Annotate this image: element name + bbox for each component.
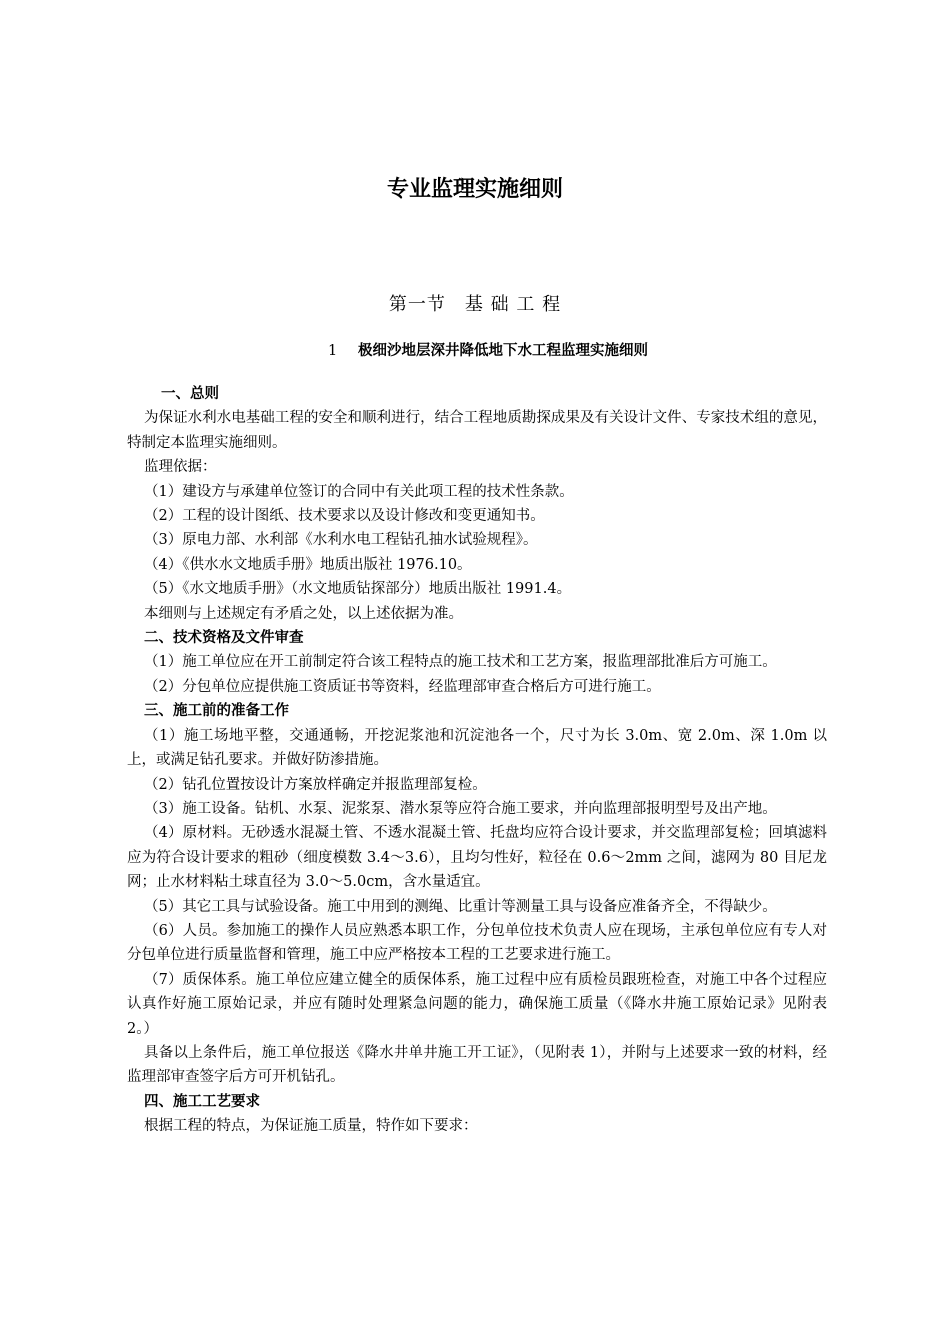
paragraph: （5）《水文地质手册》（水文地质钻探部分）地质出版社 1991.4。 [144, 581, 572, 598]
document-body [127, 382, 827, 1139]
paragraph: （2）钻孔位置按设计方案放样确定并报监理部复检。 [144, 776, 487, 793]
paragraph: 具备以上条件后，施工单位报送《降水井单井施工开工证》，（见附表 1），并附与上述要求一致的材料，经监理部审查签字后方可开机钻孔。 [127, 1044, 827, 1086]
subsection-text: 极细沙地层深井降低地下水工程监理实施细则 [358, 343, 648, 359]
paragraph: （6）人员。参加施工的操作人员应熟悉本职工作，分包单位技术负责人应在现场，主承包单位应有专人对分包单位进行质量监督和管理，施工中应严格按本工程的工艺要求进行施工。 [127, 922, 827, 964]
paragraph: 为保证水利水电基础工程的安全和顺利进行，结合工程地质勘探成果及有关设计文件、专家技术组的意见，特制定本监理实施细则。 [127, 410, 827, 451]
paragraph: 根据工程的特点，为保证施工质量，特作如下要求： [144, 1118, 478, 1135]
paragraph: （3）施工设备。钻机、水泵、泥浆泵、潜水泵等应符合施工要求，并向监理部报明型号及出产地。 [144, 800, 777, 817]
section-heading: 三、施工前的准备工作 [144, 703, 289, 720]
subsection-title [328, 339, 648, 360]
section-heading: 二、技术资格及文件审查 [144, 630, 304, 647]
paragraph: （2）工程的设计图纸、技术要求以及设计修改和变更通知书。 [144, 508, 545, 525]
paragraph: （4）《供水水文地质手册》地质出版社 1976.10。 [144, 556, 472, 573]
paragraph: （1）施工场地平整，交通通畅，开挖泥浆池和沉淀池各一个，尺寸为长 3.0m、宽 2.0m、深 1.0m 以上，或满足钻孔要求。并做好防渗措施。 [127, 727, 827, 769]
paragraph: （3）原电力部、水利部《水利水电工程钻孔抽水试验规程》。 [144, 532, 538, 549]
paragraph: （4）原材料。无砂透水混凝土管、不透水混凝土管、托盘均应符合设计要求，并交监理部复检；回填滤料应为符合设计要求的粗砂（细度模数 3.4～3.6），且均匀性好，粒径在 0.6～2mm 之间，滤网为 80 目尼龙网；止水材料粘土球直径为 3.0～5.0cm，含水量适宜。 [127, 825, 827, 891]
paragraph: 监理依据： [144, 459, 217, 476]
paragraph: （1）建设方与承建单位签订的合同中有关此项工程的技术性条款。 [144, 483, 574, 500]
paragraph: （7）质保体系。施工单位应建立健全的质保体系，施工过程中应有质检员跟班检查，对施工中各个过程应认真作好施工原始记录，并应有随时处理紧急问题的能力，确保施工质量（《降水井施工原始记录》见附表 2。） [127, 971, 827, 1037]
paragraph: （1）施工单位应在开工前制定符合该工程特点的施工技术和工艺方案，报监理部批准后方可施工。 [144, 654, 777, 671]
paragraph: 本细则与上述规定有矛盾之处，以上述依据为准。 [144, 605, 463, 622]
section-heading: 一、总则 [161, 386, 219, 402]
subsection-number: 1 [328, 343, 338, 359]
section-title: 第一节 基 础 工 程 [388, 294, 562, 315]
paragraph: （5）其它工具与试验设备。施工中用到的测绳、比重计等测量工具与设备应准备齐全，不得缺少。 [144, 898, 777, 915]
paragraph: （2）分包单位应提供施工资质证书等资料，经监理部审查合格后方可进行施工。 [144, 678, 661, 695]
section-heading: 四、施工工艺要求 [144, 1093, 260, 1110]
document-title: 专业监理实施细则 [386, 177, 563, 202]
